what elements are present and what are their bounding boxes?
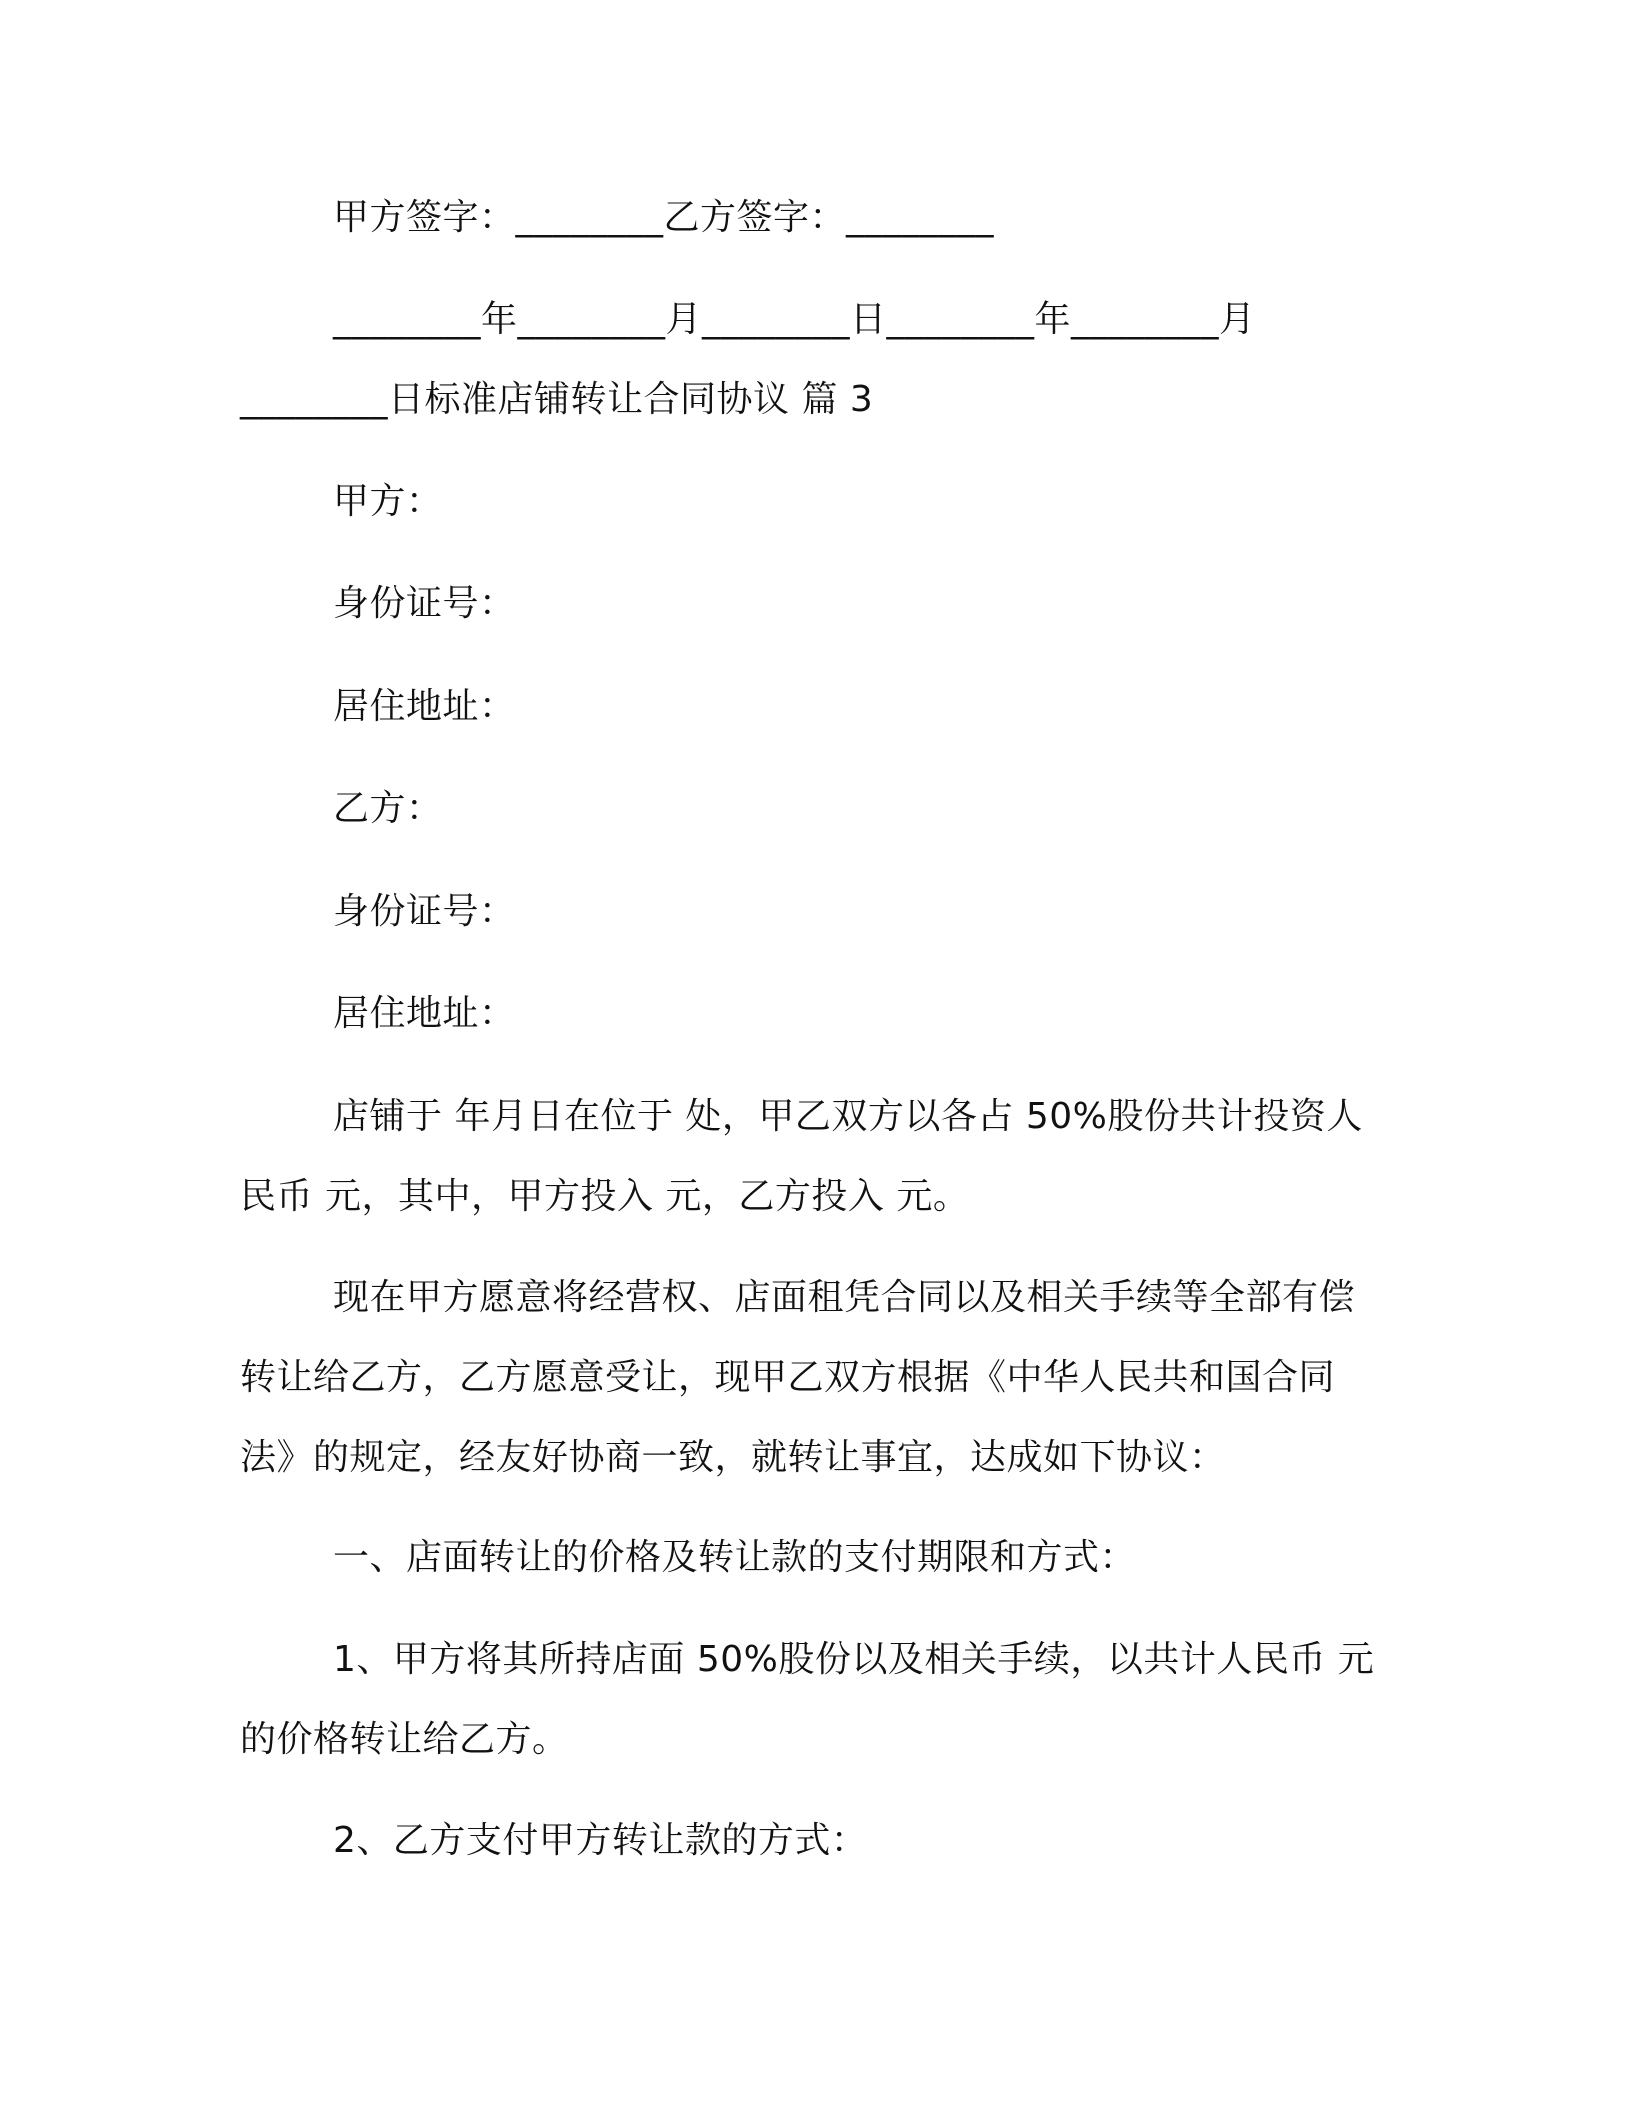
clause-1-1-line-1: 1、甲方将其所持店面 50%股份以及相关手续，以共计人民币 元 bbox=[333, 1639, 1375, 1680]
signature-line: 甲方签字：________乙方签字：________ bbox=[333, 197, 995, 238]
date-line: ________年________月________日________年________月 bbox=[333, 299, 1256, 340]
clause-1-2-heading: 2、乙方支付甲方转让款的方式： bbox=[333, 1820, 868, 1861]
party-b-id-label: 身份证号： bbox=[333, 891, 516, 932]
clause-1-1-line-2: 的价格转让给乙方。 bbox=[240, 1719, 569, 1760]
section-title-line: ________日标准店铺转让合同协议 篇 3 bbox=[240, 379, 874, 420]
paragraph-1-line-1: 店铺于 年月日在位于 处，甲乙双方以各占 50%股份共计投资人 bbox=[333, 1096, 1363, 1137]
paragraph-2-line-3: 法》的规定，经友好协商一致，就转让事宜，达成如下协议： bbox=[240, 1437, 1226, 1478]
clause-1-heading: 一、店面转让的价格及转让款的支付期限和方式： bbox=[333, 1537, 1137, 1578]
party-a-address-label: 居住地址： bbox=[333, 686, 516, 727]
paragraph-2-line-1: 现在甲方愿意将经营权、店面租凭合同以及相关手续等全部有偿 bbox=[333, 1277, 1356, 1318]
party-a-id-label: 身份证号： bbox=[333, 583, 516, 624]
party-b-label: 乙方： bbox=[333, 788, 443, 829]
paragraph-2-line-2: 转让给乙方，乙方愿意受让，现甲乙双方根据《中华人民共和国合同 bbox=[240, 1357, 1336, 1398]
party-a-label: 甲方： bbox=[333, 481, 443, 522]
paragraph-1-line-2: 民币 元，其中，甲方投入 元，乙方投入 元。 bbox=[240, 1176, 970, 1217]
party-b-address-label: 居住地址： bbox=[333, 993, 516, 1034]
